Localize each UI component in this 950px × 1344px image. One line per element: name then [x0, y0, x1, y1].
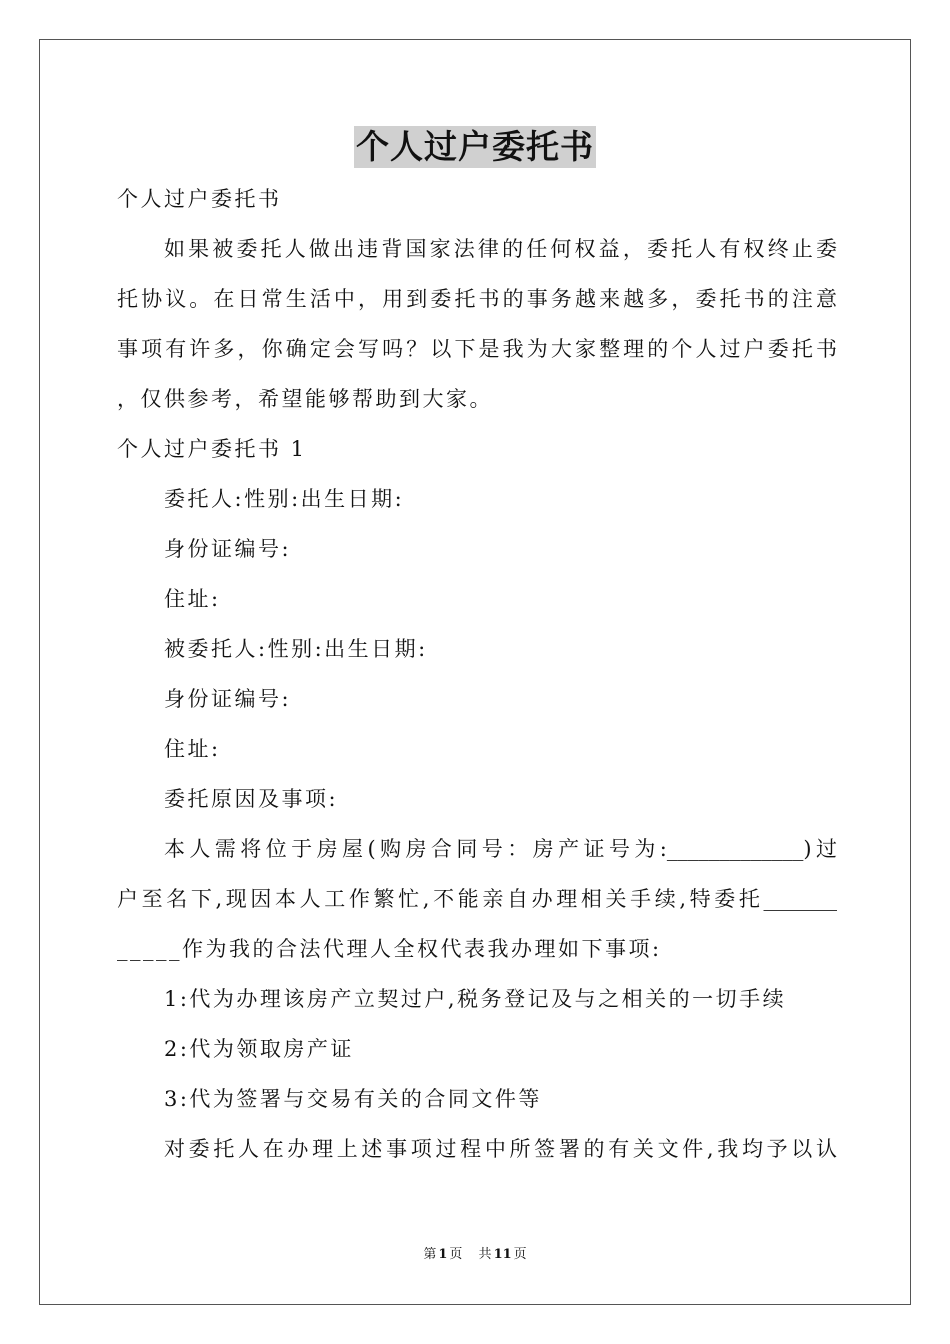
total-pages-label: 共 11 页	[478, 1247, 527, 1262]
page-footer	[0, 1246, 950, 1264]
form-line-agent-address: 住址:	[164, 737, 221, 761]
page-border	[39, 39, 911, 1305]
section-heading: 个人过户委托书 1	[117, 437, 307, 461]
list-item: 1:代为办理该房产立契过户,税务登记及与之相关的一切手续	[164, 987, 787, 1011]
list-item: 2:代为领取房产证	[164, 1037, 354, 1061]
form-line-principal: 委托人:性别:出生日期:	[164, 487, 405, 511]
form-line-id-number: 身份证编号:	[164, 537, 292, 561]
paragraph-line: _____作为我的合法代理人全权代表我办理如下事项:	[117, 937, 662, 961]
title-wrap	[0, 126, 950, 168]
form-line-reason: 委托原因及事项:	[164, 787, 339, 811]
document-title: 个人过户委托书	[356, 127, 594, 166]
paragraph-line: 户至名下,现因本人工作繁忙,不能亲自办理相关手续,特委托_______	[117, 887, 837, 911]
subtitle-line: 个人过户委托书	[117, 187, 282, 211]
paragraph-line: ，仅供参考，希望能够帮助到大家。	[117, 387, 493, 411]
form-line-agent: 被委托人:性别:出生日期:	[164, 637, 428, 661]
form-line-address: 住址:	[164, 587, 221, 611]
paragraph-line: 对委托人在办理上述事项过程中所签署的有关文件,我均予以认	[164, 1137, 837, 1161]
list-item: 3:代为签署与交易有关的合同文件等	[164, 1087, 542, 1111]
paragraph-line: 托协议。在日常生活中，用到委托书的事务越来越多，委托书的注意	[117, 287, 837, 311]
paragraph-line: 如果被委托人做出违背国家法律的任何权益，委托人有权终止委	[164, 237, 837, 261]
paragraph-line: 本人需将位于房屋(购房合同号：房产证号为:_____________)过	[164, 837, 837, 861]
page-number-label: 第 1 页	[423, 1247, 463, 1262]
paragraph-line: 事项有许多，你确定会写吗？以下是我为大家整理的个人过户委托书	[117, 337, 837, 361]
form-line-agent-id-number: 身份证编号:	[164, 687, 292, 711]
